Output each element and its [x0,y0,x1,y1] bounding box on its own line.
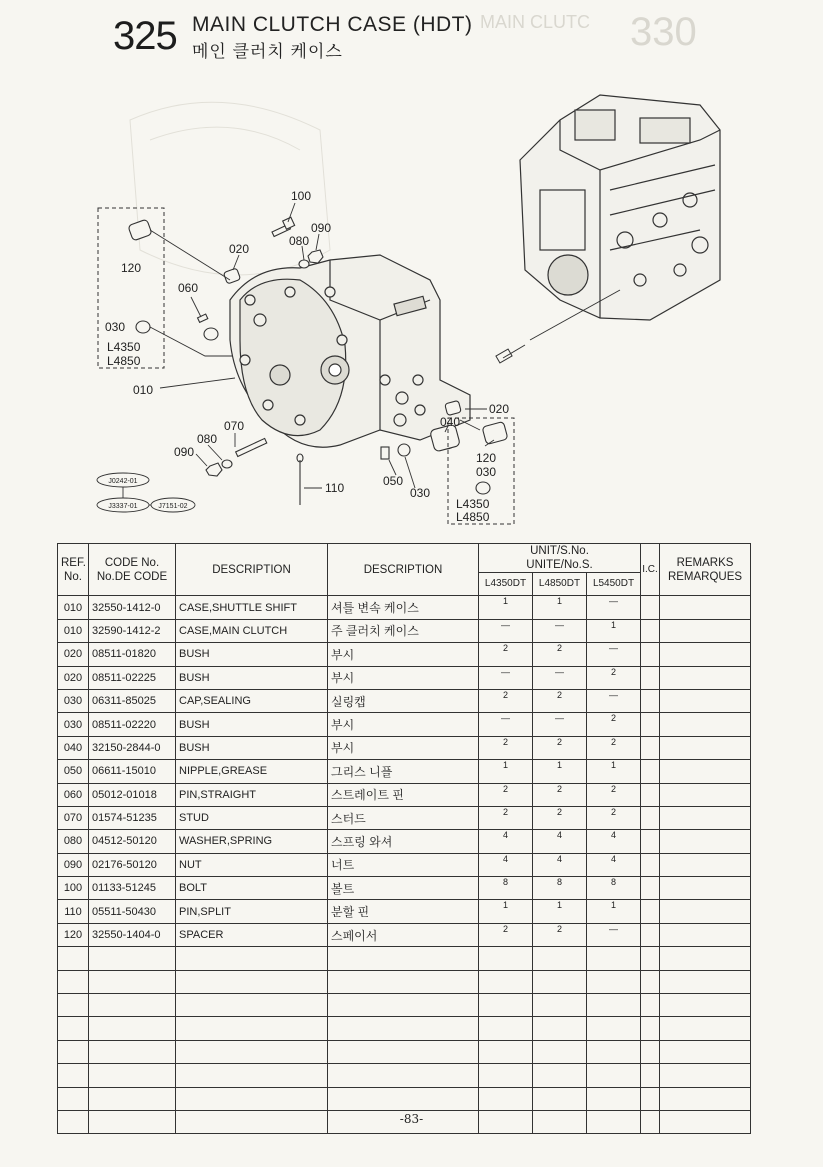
empty-cell [641,947,660,970]
description-cell: STUD [176,806,328,829]
quantity-cell: 8 [533,877,587,900]
empty-cell [641,970,660,993]
empty-cell [587,1087,641,1110]
transmission-case-drawing [520,95,720,320]
ref-number-cell: 060 [58,783,89,806]
ic-cell [641,853,660,876]
empty-cell [587,947,641,970]
callout-030: 030 [105,320,126,334]
table-row [58,760,751,783]
empty-cell [328,1040,479,1063]
code-number-cell: 02176-50120 [89,853,176,876]
quantity-cell: 4 [479,830,533,853]
callout-090: 090 [174,445,195,459]
empty-cell [58,1087,89,1110]
quantity-cell: 2 [479,923,533,946]
quantity-cell: 2 [479,783,533,806]
ic-cell [641,760,660,783]
remarks-cell [660,900,751,923]
exploded-parts-diagram [0,0,823,545]
quantity-cell: — [479,713,533,736]
quantity-cell: — [479,666,533,689]
description-cell: CASE,MAIN CLUTCH [176,619,328,642]
ref-number-cell: 100 [58,877,89,900]
remarks-cell [660,853,751,876]
variant-label: L4850 [456,510,490,524]
table-row [58,689,751,712]
code-number-cell: 01133-51245 [89,877,176,900]
callout-020: 020 [489,402,510,416]
clutch-case-drawing [230,255,470,449]
callout-100: 100 [291,189,312,203]
remarks-cell [660,806,751,829]
table-row [58,830,751,853]
quantity-cell: 4 [533,853,587,876]
code-number-cell: 08511-02220 [89,713,176,736]
empty-cell [328,1064,479,1087]
callout-080: 080 [197,432,218,446]
description-ko-cell: 부시 [328,666,479,689]
empty-cell [660,947,751,970]
empty-cell [533,1064,587,1087]
empty-cell [660,1087,751,1110]
empty-cell [533,1040,587,1063]
ic-cell [641,713,660,736]
quantity-cell: 2 [533,923,587,946]
quantity-cell: 2 [533,806,587,829]
ic-cell [641,830,660,853]
empty-cell [89,1064,176,1087]
empty-cell [176,1040,328,1063]
remarks-cell [660,619,751,642]
variant-label: L4850 [107,354,141,368]
quantity-cell: — [533,713,587,736]
remarks-cell [660,689,751,712]
empty-cell [660,970,751,993]
empty-cell [328,1017,479,1040]
code-number-cell: 32150-2844-0 [89,736,176,759]
empty-cell [587,1017,641,1040]
empty-cell [176,970,328,993]
quantity-cell: — [587,689,641,712]
empty-cell [176,1017,328,1040]
col-header-model: L5450DT [587,573,641,596]
table-row [58,596,751,619]
quantity-cell: 1 [533,900,587,923]
ref-number-cell: 020 [58,666,89,689]
empty-cell [660,1040,751,1063]
remarks-cell [660,830,751,853]
code-number-cell: 08511-01820 [89,643,176,666]
table-row [58,666,751,689]
callout-080: 080 [289,234,310,248]
description-ko-cell: 부시 [328,643,479,666]
quantity-cell: 4 [479,853,533,876]
remarks-cell [660,713,751,736]
description-ko-cell: 실링캡 [328,689,479,712]
table-row [58,643,751,666]
reference-tag: J3337-01 [108,503,138,510]
description-ko-cell: 부시 [328,713,479,736]
col-header-description: DESCRIPTION [176,544,328,596]
ref-number-cell: 030 [58,689,89,712]
table-row [58,806,751,829]
empty-cell [533,994,587,1017]
ref-number-cell: 010 [58,619,89,642]
ref-number-cell: 010 [58,596,89,619]
code-number-cell: 06611-15010 [89,760,176,783]
empty-table-row [58,1017,751,1040]
quantity-cell: — [587,923,641,946]
quantity-cell: 8 [479,877,533,900]
ref-number-cell: 110 [58,900,89,923]
empty-table-row [58,1040,751,1063]
ghost-page-title: MAIN CLUTC [480,12,591,32]
quantity-cell: 2 [533,689,587,712]
code-number-cell: 06311-85025 [89,689,176,712]
quantity-cell: 2 [479,643,533,666]
empty-cell [176,947,328,970]
table-header-row [58,544,751,573]
ref-number-cell: 080 [58,830,89,853]
quantity-cell: 1 [587,760,641,783]
callout-120: 120 [121,261,142,275]
ref-number-cell: 090 [58,853,89,876]
table-row [58,783,751,806]
quantity-cell: 1 [587,619,641,642]
table-row [58,923,751,946]
empty-cell [89,1040,176,1063]
empty-cell [89,1087,176,1110]
description-cell: BUSH [176,666,328,689]
empty-cell [176,1064,328,1087]
description-ko-cell: 너트 [328,853,479,876]
quantity-cell: 2 [587,806,641,829]
empty-cell [58,994,89,1017]
description-ko-cell: 스프링 와셔 [328,830,479,853]
ic-cell [641,666,660,689]
remarks-cell [660,783,751,806]
empty-cell [479,994,533,1017]
reference-tag: J7151-02 [158,503,188,510]
quantity-cell: 1 [533,596,587,619]
ic-cell [641,689,660,712]
quantity-cell: — [479,619,533,642]
callout-060: 060 [178,281,199,295]
quantity-cell: 4 [587,830,641,853]
page-title-korean: 메인 클러치 케이스 [192,42,343,61]
ic-cell [641,900,660,923]
empty-table-row [58,970,751,993]
empty-cell [587,994,641,1017]
description-ko-cell: 셔틀 변속 케이스 [328,596,479,619]
quantity-cell: 1 [479,900,533,923]
empty-cell [479,1040,533,1063]
quantity-cell: — [533,666,587,689]
empty-cell [533,970,587,993]
remarks-cell [660,596,751,619]
empty-table-row [58,994,751,1017]
col-header-unit: UNIT/S.No. UNITE/No.S. [479,544,641,573]
code-number-cell: 32550-1404-0 [89,923,176,946]
quantity-cell: 8 [587,877,641,900]
empty-cell [587,1064,641,1087]
quantity-cell: 2 [533,736,587,759]
quantity-cell: — [587,643,641,666]
ref-number-cell: 050 [58,760,89,783]
empty-cell [89,994,176,1017]
variant-label: L4350 [107,340,141,354]
description-ko-cell: 분할 핀 [328,900,479,923]
callout-040: 040 [440,415,461,429]
code-number-cell: 05511-50430 [89,900,176,923]
empty-cell [587,1040,641,1063]
callout-010: 010 [133,383,154,397]
table-row [58,619,751,642]
empty-table-row [58,1064,751,1087]
quantity-cell: 2 [479,689,533,712]
description-cell: BOLT [176,877,328,900]
description-cell: CAP,SEALING [176,689,328,712]
ic-cell [641,783,660,806]
table-row [58,877,751,900]
empty-cell [89,970,176,993]
code-number-cell: 05012-01018 [89,783,176,806]
ghost-page-number: 330 [630,10,697,54]
ic-cell [641,923,660,946]
quantity-cell: — [533,619,587,642]
col-header-remarks: REMARKS REMARQUES [660,544,751,596]
empty-table-row [58,1087,751,1110]
ic-cell [641,643,660,666]
empty-cell [176,1087,328,1110]
description-cell: PIN,STRAIGHT [176,783,328,806]
description-cell: BUSH [176,736,328,759]
description-ko-cell: 그리스 니플 [328,760,479,783]
description-ko-cell: 스트레이트 핀 [328,783,479,806]
callout-050: 050 [383,474,404,488]
description-ko-cell: 스터드 [328,806,479,829]
col-header-description-ko: DESCRIPTION [328,544,479,596]
quantity-cell: 1 [479,760,533,783]
table-row [58,900,751,923]
code-number-cell: 08511-02225 [89,666,176,689]
empty-cell [641,994,660,1017]
empty-cell [641,1017,660,1040]
quantity-cell: 2 [587,713,641,736]
remarks-cell [660,877,751,900]
ref-number-cell: 040 [58,736,89,759]
ref-number-cell: 030 [58,713,89,736]
description-ko-cell: 볼트 [328,877,479,900]
empty-cell [479,1087,533,1110]
quantity-cell: 2 [533,783,587,806]
description-ko-cell: 부시 [328,736,479,759]
col-header-model: L4350DT [479,573,533,596]
empty-cell [533,1087,587,1110]
callout-110: 110 [325,481,345,495]
table-row [58,713,751,736]
ref-number-cell: 020 [58,643,89,666]
empty-cell [328,1087,479,1110]
ic-cell [641,877,660,900]
empty-table-row [58,947,751,970]
description-ko-cell: 스페이서 [328,923,479,946]
empty-cell [89,1017,176,1040]
ref-number-cell: 120 [58,923,89,946]
description-cell: CASE,SHUTTLE SHIFT [176,596,328,619]
quantity-cell: — [587,596,641,619]
empty-cell [533,947,587,970]
empty-cell [58,947,89,970]
empty-cell [328,994,479,1017]
empty-cell [479,947,533,970]
empty-cell [660,1017,751,1040]
callout-020: 020 [229,242,250,256]
code-number-cell: 01574-51235 [89,806,176,829]
description-cell: WASHER,SPRING [176,830,328,853]
parts-table [57,543,751,1134]
description-cell: BUSH [176,643,328,666]
remarks-cell [660,923,751,946]
empty-cell [587,970,641,993]
empty-cell [89,947,176,970]
page-number: -83- [399,1112,424,1126]
description-cell: NIPPLE,GREASE [176,760,328,783]
empty-cell [641,1087,660,1110]
empty-cell [58,970,89,993]
quantity-cell: 1 [587,900,641,923]
callout-090: 090 [311,221,332,235]
col-header-code: CODE No. No.DE CODE [89,544,176,596]
quantity-cell: 4 [533,830,587,853]
remarks-cell [660,760,751,783]
quantity-cell: 1 [533,760,587,783]
empty-cell [479,1064,533,1087]
col-header-ic: I.C. [641,544,660,596]
description-cell: PIN,SPLIT [176,900,328,923]
description-cell: SPACER [176,923,328,946]
empty-cell [479,970,533,993]
description-cell: BUSH [176,713,328,736]
code-number-cell: 04512-50120 [89,830,176,853]
col-header-model: L4850DT [533,573,587,596]
quantity-cell: 1 [479,596,533,619]
section-number: 325 [113,14,177,58]
callout-070: 070 [224,419,245,433]
callout-030: 030 [410,486,431,500]
quantity-cell: 2 [479,806,533,829]
callout-120: 120 [476,451,497,465]
table-row [58,736,751,759]
ic-cell [641,736,660,759]
code-number-cell: 32550-1412-0 [89,596,176,619]
quantity-cell: 2 [587,736,641,759]
ref-number-cell: 070 [58,806,89,829]
parts-table-body [58,596,751,1134]
quantity-cell: 4 [587,853,641,876]
col-header-ref: REF. No. [58,544,89,596]
quantity-cell: 2 [587,783,641,806]
description-cell: NUT [176,853,328,876]
empty-cell [328,947,479,970]
empty-cell [641,1040,660,1063]
quantity-cell: 2 [479,736,533,759]
quantity-cell: 2 [587,666,641,689]
empty-cell [660,994,751,1017]
description-ko-cell: 주 클러치 케이스 [328,619,479,642]
empty-cell [533,1017,587,1040]
table-row [58,853,751,876]
empty-cell [660,1064,751,1087]
empty-cell [58,1064,89,1087]
variant-label: L4350 [456,497,490,511]
ic-cell [641,806,660,829]
callout-030: 030 [476,465,497,479]
remarks-cell [660,643,751,666]
empty-cell [328,970,479,993]
empty-cell [176,994,328,1017]
page-title: MAIN CLUTCH CASE (HDT) [192,13,473,36]
empty-cell [58,1017,89,1040]
ic-cell [641,596,660,619]
empty-cell [58,1040,89,1063]
quantity-cell: 2 [533,643,587,666]
empty-cell [641,1064,660,1087]
reference-tag: J0242-01 [108,478,138,485]
remarks-cell [660,666,751,689]
code-number-cell: 32590-1412-2 [89,619,176,642]
ic-cell [641,619,660,642]
empty-cell [479,1017,533,1040]
remarks-cell [660,736,751,759]
reference-tags [97,473,195,512]
